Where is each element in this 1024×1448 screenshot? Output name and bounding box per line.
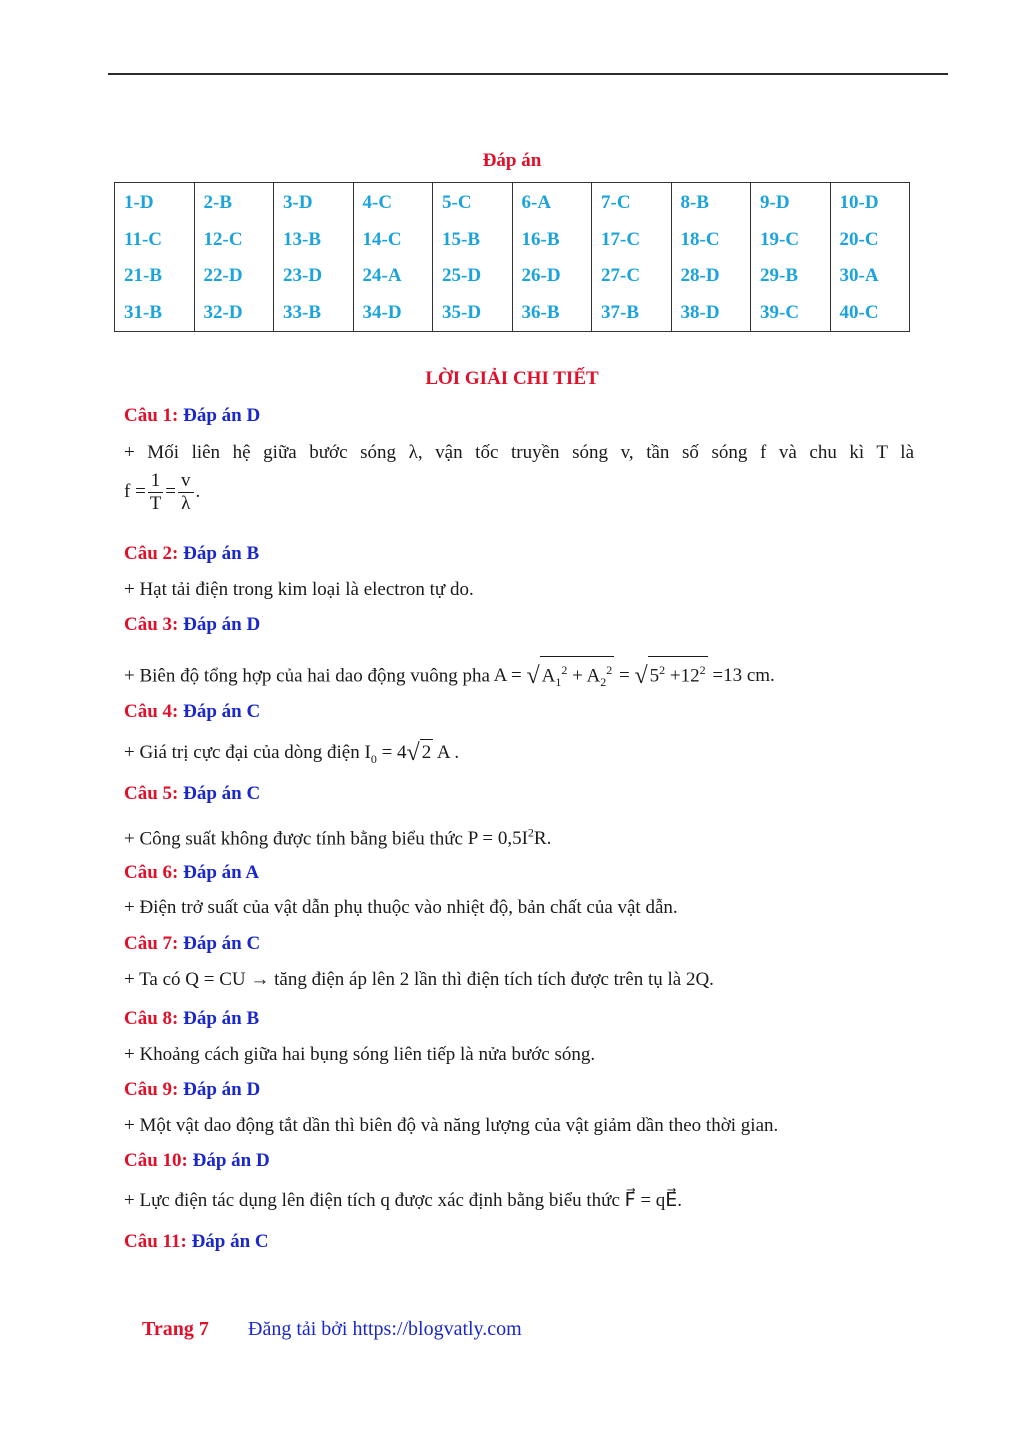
answer-row	[115, 183, 910, 222]
question-heading: Câu 4: Đáp án C	[124, 701, 261, 722]
formula-power: $P = 0,5I^2R$.	[467, 826, 552, 850]
question-6	[124, 860, 914, 921]
answer-cell: 34-D	[353, 295, 433, 332]
question-heading: Câu 5: Đáp án C	[124, 783, 261, 804]
answer-cell: 39-C	[751, 295, 831, 332]
answer-title: Đáp án	[482, 150, 542, 171]
question-8	[124, 1006, 914, 1068]
answer-cell: 19-C	[751, 222, 831, 259]
answer-cell: 21-B	[115, 258, 195, 295]
question-1	[124, 403, 914, 515]
answer-row	[115, 222, 910, 259]
question-7	[124, 931, 914, 993]
answer-cell: 8-B	[671, 183, 751, 222]
answer-cell: 12-C	[194, 222, 274, 259]
question-5	[124, 781, 914, 852]
question-text: + Mối liên hệ giữa bước sóng λ, vận tốc truyền sóng v, tần số sóng f và chu kì T là	[124, 442, 914, 463]
answer-cell: 28-D	[671, 258, 751, 295]
answer-cell: 23-D	[274, 258, 354, 295]
formula-amplitude: A = √ $A_1^2 + A_2^2$ = √ $5^2 +12^2 =13$ cm.	[494, 665, 775, 686]
question-text-row: + Lực điện tác dụng lên điện tích q được xác định bằng biểu thức F⃗ = qE⃗.	[124, 1190, 683, 1211]
answer-cell: 6-A	[512, 183, 592, 222]
question-3	[124, 612, 914, 695]
question-heading: Câu 1: Đáp án D	[124, 405, 261, 426]
answer-cell: 32-D	[194, 295, 274, 332]
question-heading: Câu 7: Đáp án C	[124, 933, 261, 954]
answer-cell: 20-C	[830, 222, 910, 259]
answer-cell: 33-B	[274, 295, 354, 332]
question-text: + Một vật dao động tắt dần thì biên độ và năng lượng của vật giảm dần theo thời gian.	[124, 1115, 779, 1136]
answer-cell: 1-D	[115, 183, 195, 222]
question-text: + Hạt tải điện trong kim loại là electron tự do.	[124, 579, 474, 600]
question-heading: Câu 2: Đáp án B	[124, 543, 260, 564]
question-heading: Câu 8: Đáp án B	[124, 1008, 260, 1029]
answer-cell: 17-C	[592, 222, 672, 259]
upload-link[interactable]: Đăng tải bởi https://blogvatly.com	[248, 1318, 522, 1340]
answer-cell: 35-D	[433, 295, 513, 332]
answer-cell: 5-C	[433, 183, 513, 222]
question-heading: Câu 3: Đáp án D	[124, 614, 261, 635]
formula-force: F⃗ = qE⃗.	[624, 1190, 683, 1211]
answer-cell: 10-D	[830, 183, 910, 222]
question-2	[124, 541, 914, 603]
answer-cell: 22-D	[194, 258, 274, 295]
solution-title: LỜI GIẢI CHI TIẾT	[425, 368, 599, 389]
answer-row	[115, 258, 910, 295]
formula-charge: Q = CU →	[185, 969, 275, 990]
answer-cell: 14-C	[353, 222, 433, 259]
header-rule	[108, 73, 948, 75]
answer-cell: 7-C	[592, 183, 672, 222]
answer-cell: 9-D	[751, 183, 831, 222]
question-heading: Câu 9: Đáp án D	[124, 1079, 261, 1100]
formula-current: $I_0 = 4√$ 2 A .	[364, 740, 460, 766]
answer-cell: 40-C	[830, 295, 910, 332]
answer-cell: 15-B	[433, 222, 513, 259]
question-text-row: + Ta có Q = CU → tăng điện áp lên 2 lần thì điện tích tích được trên tụ là 2Q.	[124, 969, 714, 990]
answer-cell: 38-D	[671, 295, 751, 332]
answer-cell: 11-C	[115, 222, 195, 259]
answer-cell: 26-D	[512, 258, 592, 295]
answer-cell: 25-D	[433, 258, 513, 295]
answer-cell: 30-A	[830, 258, 910, 295]
answer-cell: 4-C	[353, 183, 433, 222]
question-heading: Câu 10: Đáp án D	[124, 1150, 270, 1171]
question-heading: Câu 11: Đáp án C	[124, 1231, 269, 1252]
answer-table	[114, 182, 910, 332]
question-heading: Câu 6: Đáp án A	[124, 862, 260, 883]
formula-wavelength: f = $\frac{1}{T}$ = $\frac{v}{\lambda}$ .	[124, 470, 201, 514]
answer-cell: 2-B	[194, 183, 274, 222]
answer-cell: 37-B	[592, 295, 672, 332]
answer-row	[115, 295, 910, 332]
answer-cell: 18-C	[671, 222, 751, 259]
question-text-row: + Công suất không được tính bằng biểu thức $P = 0,5I^2R$.	[124, 826, 552, 850]
question-4	[124, 699, 914, 772]
answer-cell: 3-D	[274, 183, 354, 222]
answer-cell: 27-C	[592, 258, 672, 295]
answer-cell: 31-B	[115, 295, 195, 332]
answer-cell: 24-A	[353, 258, 433, 295]
answer-cell: 29-B	[751, 258, 831, 295]
page-number: Trang 7	[142, 1318, 209, 1340]
question-text: + Khoảng cách giữa hai bụng sóng liên tiếp là nửa bước sóng.	[124, 1044, 596, 1065]
question-9	[124, 1077, 914, 1139]
question-10	[124, 1148, 914, 1214]
question-11	[124, 1229, 914, 1255]
answer-cell: 13-B	[274, 222, 354, 259]
question-text-row: + Giá trị cực đại của dòng điện $I_0 = 4√$ 2 A .	[124, 740, 460, 766]
answer-cell: 36-B	[512, 295, 592, 332]
question-text-row: + Biên độ tổng hợp của hai dao động vuông pha A = √ $A_1^2 + A_2^2$ = √ $5^2 +12^2 =13$ cm.	[124, 656, 914, 695]
question-text: + Điện trở suất của vật dẫn phụ thuộc vào nhiệt độ, bản chất của vật dẫn.	[124, 897, 678, 918]
answer-cell: 16-B	[512, 222, 592, 259]
